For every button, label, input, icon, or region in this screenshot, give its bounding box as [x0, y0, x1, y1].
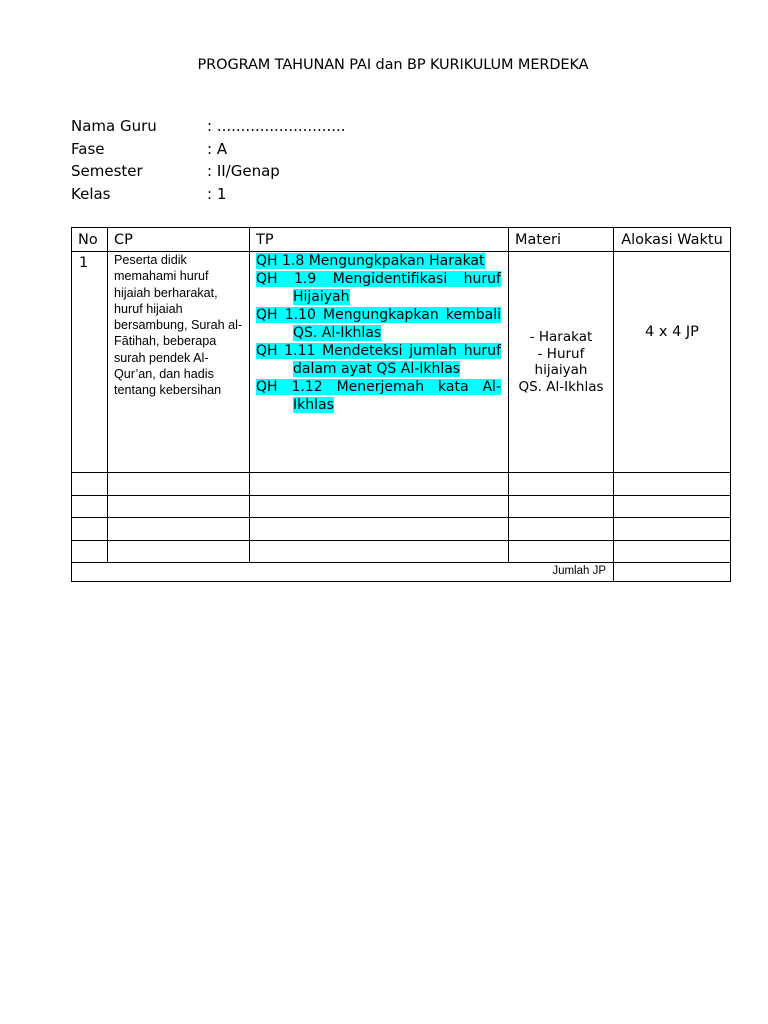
materi-line: hijaiyah	[534, 362, 588, 378]
header-cp: CP	[108, 228, 250, 252]
empty-cell	[72, 495, 108, 518]
empty-cell	[614, 540, 731, 563]
header-tp: TP	[250, 228, 509, 252]
table-row	[72, 473, 731, 496]
jumlah-jp-value	[614, 563, 731, 582]
materi-line: - Huruf	[537, 345, 585, 362]
info-row-nama-guru	[71, 115, 346, 138]
info-value: : II/Genap	[207, 162, 280, 180]
empty-cell	[72, 518, 108, 541]
tp-item	[256, 252, 501, 270]
info-value: : A	[207, 139, 228, 158]
empty-cell	[509, 473, 614, 496]
empty-cell	[250, 540, 509, 563]
header-materi: Materi	[509, 228, 614, 252]
empty-cell	[250, 473, 509, 496]
empty-cell	[108, 495, 250, 518]
empty-cell	[509, 540, 614, 563]
table-header-row	[72, 228, 731, 252]
annual-program-table	[71, 227, 731, 582]
info-row-semester	[71, 160, 346, 183]
materi-line: QS. Al-Ikhlas	[518, 378, 604, 395]
empty-cell	[250, 495, 509, 518]
tp-list	[250, 252, 509, 473]
empty-cell	[108, 473, 250, 496]
info-label: Fase	[71, 139, 105, 158]
teacher-info	[71, 115, 346, 205]
empty-cell	[72, 473, 108, 496]
tp-item	[256, 378, 501, 414]
document-title: PROGRAM TAHUNAN PAI dan BP KURIKULUM MERDEKA	[197, 57, 589, 73]
jumlah-jp-label: Jumlah JP	[72, 563, 614, 582]
cp-text: Peserta didik memahami huruf hijaiah berharakat, huruf hijaiah bersambung, Surah al-Fātihah, beberapa surah pendek Al-Qur’an, dan hadis tentang kebersihan	[108, 252, 250, 473]
tp-item-text: QH 1.9 Mengidentifikasi huruf Hijaiyah	[256, 271, 501, 305]
tp-item	[256, 306, 501, 342]
materi-line: - Harakat	[529, 329, 593, 345]
empty-cell	[108, 518, 250, 541]
tp-item	[256, 342, 501, 378]
jumlah-row	[72, 563, 731, 582]
info-row-fase	[71, 138, 346, 161]
info-label: Semester	[71, 162, 143, 180]
table-row	[72, 540, 731, 563]
tp-item-text: QH 1.8 Mengungkpakan Harakat	[256, 253, 485, 269]
alokasi-waktu-value: 4 x 4 JP	[614, 252, 731, 473]
tp-item	[256, 270, 501, 306]
tp-item-text: QH 1.12 Menerjemah kata Al-Ikhlas	[256, 379, 501, 413]
empty-cell	[509, 518, 614, 541]
empty-cell	[509, 495, 614, 518]
info-value: : ...........................	[207, 117, 346, 135]
table-row	[72, 495, 731, 518]
header-alokasi-waktu: Alokasi Waktu	[614, 228, 731, 252]
tp-item-text: QH 1.11 Mendeteksi jumlah huruf dalam ayat QS Al-Ikhlas	[256, 343, 501, 377]
row-number: 1	[72, 252, 108, 473]
header-no: No	[72, 228, 108, 252]
info-label: Nama Guru	[71, 117, 157, 135]
materi-cell	[509, 252, 614, 473]
table-row	[72, 252, 731, 473]
empty-cell	[614, 473, 731, 496]
empty-cell	[250, 518, 509, 541]
empty-cell	[72, 540, 108, 563]
info-value: : 1	[207, 184, 227, 203]
info-row-kelas	[71, 183, 346, 206]
tp-item-text: QH 1.10 Mengungkapkan kembali QS. Al-Ikhlas	[256, 307, 501, 341]
table-row	[72, 518, 731, 541]
info-label: Kelas	[71, 184, 111, 203]
empty-cell	[614, 518, 731, 541]
empty-cell	[108, 540, 250, 563]
empty-cell	[614, 495, 731, 518]
